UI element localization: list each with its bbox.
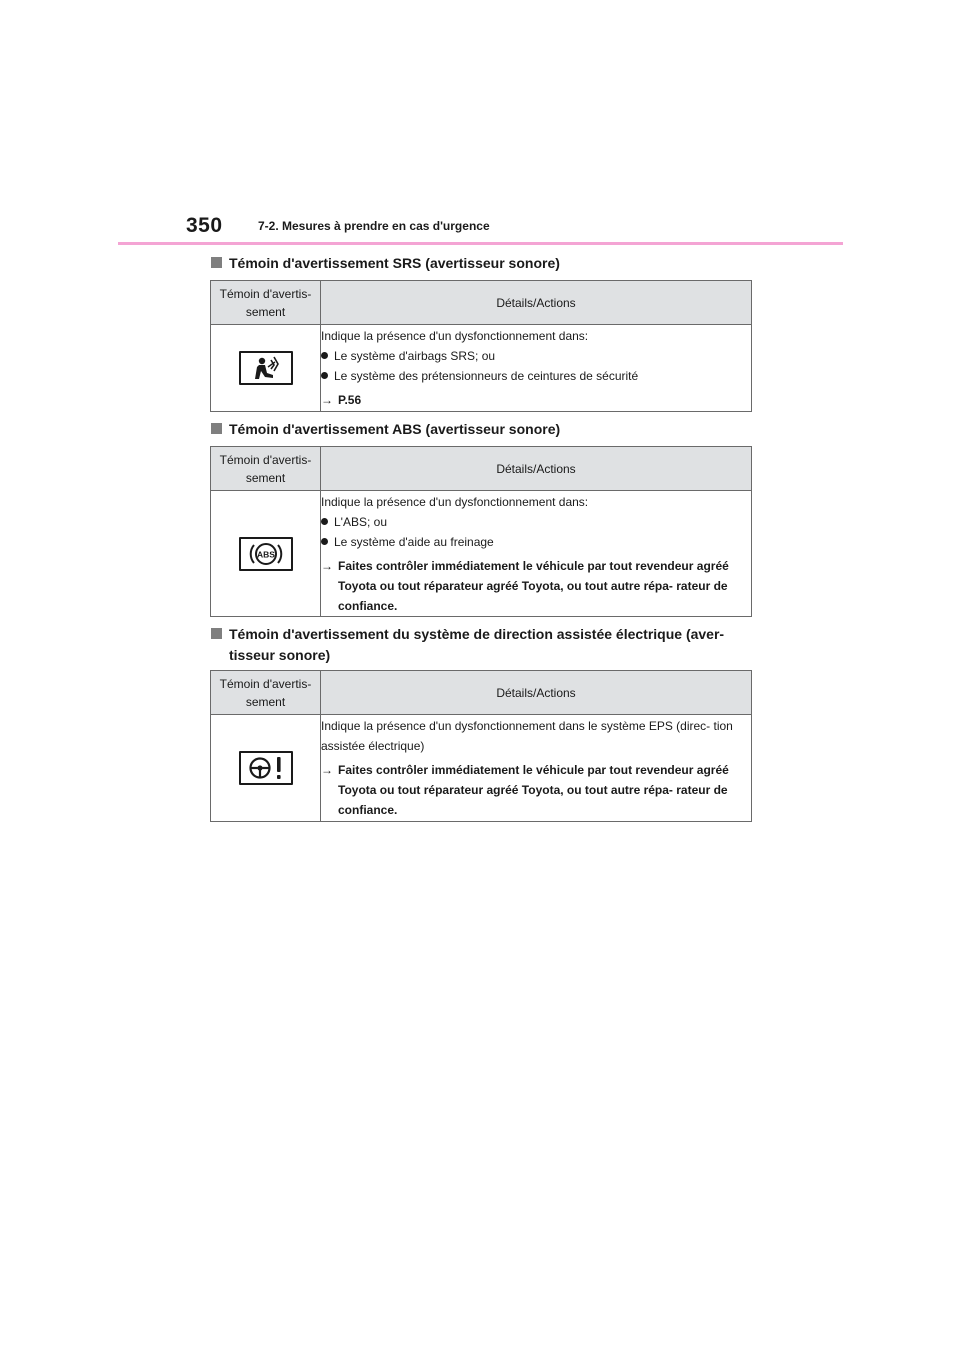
action-instruction: → Faites contrôler immédiatement le véhicule par tout revendeur agréé Toyota ou tout réparateur agréé Toyota, ou tout autre répa- rateur de confiance. [321, 760, 751, 820]
arrow-right-icon: → [321, 558, 333, 573]
detail-intro: Indique la présence d'un dysfonctionnement dans: [321, 494, 589, 509]
arrow-right-icon: → [321, 763, 333, 777]
list-item: L'ABS; ou [321, 512, 751, 532]
column-header-warning-light: Témoin d'avertis- sement [211, 447, 321, 491]
details-cell [321, 715, 752, 822]
eps-warning-table [210, 670, 752, 822]
table-row [211, 715, 752, 822]
column-header-warning-light: Témoin d'avertis- sement [211, 671, 321, 715]
details-cell [321, 325, 752, 412]
table-header-row [211, 671, 752, 715]
icon-cell [211, 715, 321, 822]
detail-intro: Indique la présence d'un dysfonctionnement dans le système EPS (direc- tion assistée électrique) [321, 719, 733, 753]
abs-warning-table [210, 446, 752, 617]
table-row [211, 491, 752, 617]
abs-icon-label: ABS [256, 549, 275, 559]
eps-warning-icon [239, 751, 293, 785]
arrow-right-icon: → [321, 393, 333, 407]
list-item: Le système d'aide au freinage [321, 532, 751, 552]
airbag-warning-icon [239, 351, 293, 385]
column-header-details: Détails/Actions [321, 447, 752, 491]
table-header-row [211, 447, 752, 491]
detail-intro: Indique la présence d'un dysfonctionnement dans: [321, 329, 589, 343]
section-heading-abs: Témoin d'avertissement ABS (avertisseur sonore) [211, 419, 751, 440]
column-header-details: Détails/Actions [321, 281, 752, 325]
header-rule [118, 242, 843, 245]
heading-square-icon [211, 257, 222, 268]
chapter-title: 7-2. Mesures à prendre en cas d'urgence [258, 219, 490, 233]
column-header-warning-light: Témoin d'avertis- sement [211, 281, 321, 325]
details-cell [321, 491, 752, 617]
table-row [211, 325, 752, 412]
heading-square-icon [211, 423, 222, 434]
column-header-details: Détails/Actions [321, 671, 752, 715]
action-instruction: → Faites contrôler immédiatement le véhicule par tout revendeur agréé Toyota ou tout réparateur agréé Toyota, ou tout autre répa- rateur de confiance. [321, 556, 751, 616]
page-number: 350 [186, 214, 223, 237]
page-reference: → P.56 [321, 390, 751, 410]
section-heading-srs: Témoin d'avertissement SRS (avertisseur sonore) [211, 253, 751, 274]
heading-square-icon [211, 628, 222, 639]
abs-warning-icon [239, 537, 293, 571]
list-item: Le système d'airbags SRS; ou [321, 346, 751, 366]
srs-warning-table [210, 280, 752, 412]
icon-cell [211, 325, 321, 412]
list-item: Le système des prétensionneurs de ceintures de sécurité [321, 366, 751, 386]
section-heading-eps: Témoin d'avertissement du système de direction assistée électrique (aver- tisseur sonore) [211, 624, 751, 666]
table-header-row [211, 281, 752, 325]
icon-cell [211, 491, 321, 617]
